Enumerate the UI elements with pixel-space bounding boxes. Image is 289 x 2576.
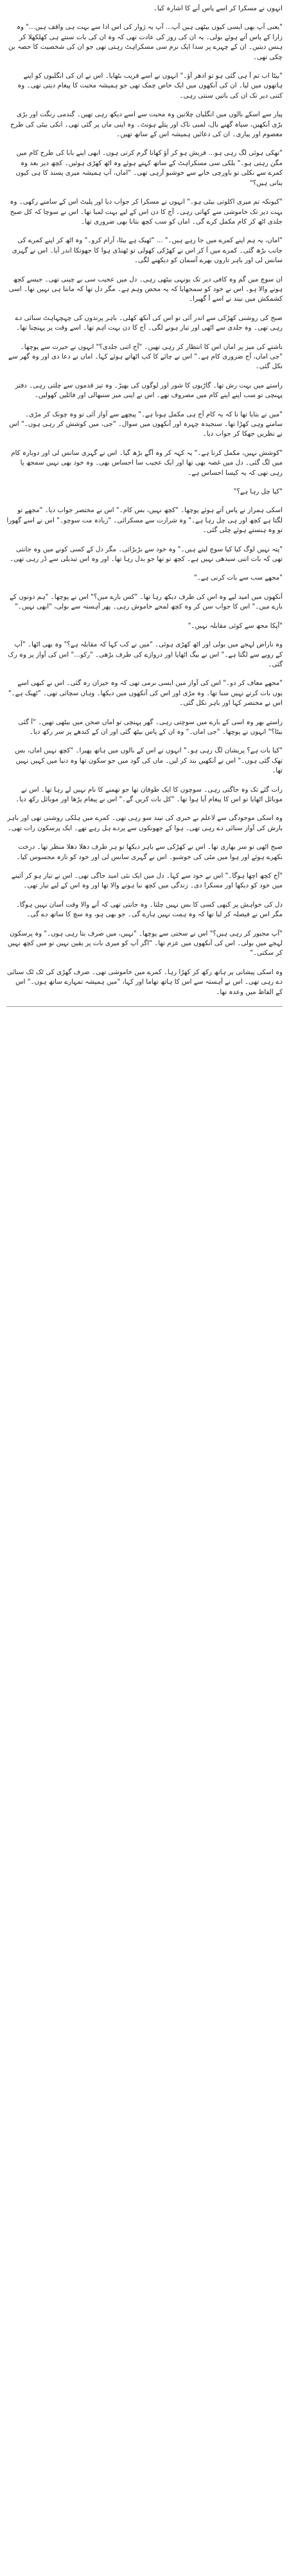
paragraph: "آپ مجبور کر رہی ہیں؟" اس نے سختی سے پوچھا۔ "نہیں، میں صرف بتا رہی ہوں۔" وہ پرسکون لہجے میں بولی۔ اس کی آنکھوں میں عزم تھا۔ "اگر آپ کو میری بات پر یقین نہیں تو میں کچھ نہیں کر سکتی۔" [7,929,283,957]
paragraph: "تھکی ہوئی لگ رہی ہو... فریش ہو کر آؤ کھانا گرم کرتی ہوں۔ ابھی اپنے بابا کی طرح کام میں مگن رہتی ہو۔" بلکی سی مسکراہٹ کے ساتھ کہتے ہوئے وہ اٹھ کھڑی ہوئیں۔ کچھ دیر بعد وہ کمرے سے نکلی تو باورچی خانے سے خوشبو آرہی تھی۔ "اماں، آپ ہمیشہ میری پسند کا ہی کیوں بناتی ہیں؟" [15,149,283,187]
paragraph: انہوں نے مسکرا کر اسے پاس آنے کا اشارہ کیا۔ [153,4,283,12]
paragraph: وہ اسکی پیشانی پر ہاتھ رکھ کر کھڑا رہا۔ کمرے میں خاموشی تھی۔ صرف گھڑی کی ٹک ٹک سنائی دے رہی تھی۔ اس نے آہستہ سے اس کا ہاتھ تھاما اور کہا، "میں ہمیشہ تمہارے ساتھ ہوں۔" اس کے الفاظ میں وعدہ تھا۔ [6,968,283,996]
paragraph: "کیونکہ تم میری اکلوتی بیٹی ہو۔" انہوں نے مسکرا کر جواب دیا اور پلیٹ اس کے سامنے رکھی۔ وہ بہت دیر تک خاموشی سے کھاتی رہی۔ آج کا دن اس کے لیے بہت لمبا تھا۔ اس نے سوچا کہ کل صبح جلدی اٹھ کر کام مکمل کرے گی۔ اماں کو سب کچھ بتانا بھی ضروری تھا۔ [10,198,283,226]
paragraph: اسکی ہمراز نے پاس آتے ہوئے پوچھا۔ "کچھ نہیں، بس کام۔" اس نے مختصر جواب دیا۔ "مجھے تو لگتا ہے کچھ اور ہی چل رہا ہے۔" وہ شرارت سے مسکرائی۔ "زیادہ مت سوچو۔" اس نے اسے گھورا تو وہ ہنستے ہوئے چلی گئی۔ [6,506,283,535]
paragraph: ان سوچ میں گم وہ کافی دیر تک یونہی بیٹھی رہی۔ دل میں عجیب سی بے چینی تھی۔ جیسے کچھ ہونے والا ہو۔ اس نے خود کو سمجھایا کہ یہ محض وہم ہے۔ مگر دل تھا کہ مانتا ہی نہیں تھا۔ اسی کشمکش میں نیند نے اسے آ گھیرا۔ [8,275,283,303]
paragraph: "یعنی آپ بھی ایسی کیوں بیٹھی ہیں آپ... آپ یہ ژوار کی اس ادا سے بہت ہی واقف ہیں..." وہ زارا کے پاس آتے ہوئے بولی۔ یہ ان کی روز کی عادت تھی کہ وہ ان کی بات سنتے ہی کھلکھلا کر ہنس دیتیں۔ ان کے چہرے پر سدا ایک نرم سی مسکراہٹ رہتی تھی جو ان کی شخصیت کا حصہ بن چکی تھی۔ [8,23,283,61]
paragraph: راستے بھر وہ اسی کے بارے میں سوچتی رہی۔ گھر پہنچی تو اماں صحن میں بیٹھی تھیں۔ "آ گئی بیٹا؟" انہوں نے پوچھا۔ "جی اماں۔" وہ ان کے پاس بیٹھ گئی اور ان کے کندھے پر سر رکھ دیا۔ [18,718,283,736]
paragraph: "مجھے سب سے بات کرنی ہے۔" [193,574,283,582]
paragraph: پیار سے اسکے بالوں میں انگلیاں چلاتیں وہ محبت سے اسے دیکھ رہی تھیں۔ گندمی رنگت اور بڑی بڑی آنکھیں، سیاہ گھنے بال، لمبی ناک اور پتلے ہونٹ۔ وہ اپنی ماں پر گئی تھی۔ انکی بیٹی کی طرح معصوم اور پیاری۔ ان کی دعائیں ہمیشہ اس کے ساتھ تھیں۔ [10,111,283,139]
paragraph: "کیا بات ہے؟ پریشان لگ رہی ہو۔" انہوں نے اس کے بالوں میں ہاتھ پھیرا۔ "کچھ نہیں اماں، بس تھک گئی ہوں۔" اس نے آنکھیں بند کر لیں۔ ماں کی گود میں جو سکون تھا وہ دنیا میں کہیں نہیں تھا۔ [15,747,283,775]
paragraph: "میں نے بتایا تھا نا کہ یہ کام آج ہی مکمل ہونا ہے۔" پیچھے سے آواز آئی تو وہ چونک کر مڑی۔ سامنے وہی کھڑا تھا۔ سنجیدہ چہرہ اور آنکھوں میں سوال۔ "جی، میں کوشش کر رہی ہوں۔" اس نے نظریں جھکا کر جواب دیا۔ [9,410,283,438]
paragraph: "اماں، یہ ہم اپنے کمرے میں جا رہے ہیں۔" ... "ٹھیک ہے بیٹا، آرام کرو۔" وہ اٹھ کر اپنے کمرے کی جانب بڑھ گئی۔ کمرے میں آ کر اس نے کھڑکی کھولی تو ٹھنڈی ہوا کا جھونکا اندر آیا۔ اس نے گہری سانس لی اور باہر تاروں بھرے آسمان کو دیکھنے لگی۔ [12,236,283,265]
paragraph: وہ ناراض لہجے میں بولی اور اٹھ کھڑی ہوئی۔ "میں نے کب کہا کہ مقابلہ ہے؟" وہ بھی اٹھا۔ "آپ کے رویے سے لگتا ہے۔" اس نے بیگ اٹھایا اور دروازے کی طرف بڑھی۔ "رکو..." اس کی آواز پر وہ رک گئی۔ [8,641,283,668]
paragraph: ناشتے کی میز پر اماں اس کا انتظار کر رہی تھیں۔ "آج اتنی جلدی؟" انہوں نے حیرت سے پوچھا۔ "جی اماں، آج ضروری کام ہے۔" اس نے چائے کا کپ اٹھاتے ہوئے کہا۔ اماں نے دعا دی اور وہ گھر سے نکل گئی۔ [8,342,283,371]
paragraph: "بیٹا اب تم آ ہی گئی ہو تو ادھر آؤ۔" انہوں نے اسے قریب بٹھایا۔ اس نے ان کی انگلیوں کو اپنے ہاتھوں میں لیا۔ ان کی آنکھوں میں ایک خاص چمک تھی جو ہمیشہ محبت کا پیغام دیتی تھی۔ وہ کتنی دیر تک ان کی باتیں سنتی رہی۔ [17,72,283,100]
paragraph: "آج کچھ اچھا ہوگا۔" اس نے خود سے کہا۔ دل میں ایک نئی امید جاگی تھی۔ اس نے تیار ہو کر آئینے میں خود کو دیکھا اور مسکرا دی۔ زندگی میں کچھ نیا ہونے والا تھا اور وہ اس کے لیے تیار تھی۔ [11,872,283,890]
paragraph: رات گئے تک وہ جاگتی رہی۔ سوچوں کا ایک طوفان تھا جو تھمنے کا نام نہیں لے رہا تھا۔ اس نے موبائل اٹھایا تو اس کا پیغام آیا ہوا تھا۔ "کل بات کریں گے۔" اس نے پیغام پڑھا اور موبائل رکھ دیا۔ [15,785,283,803]
paragraph: "کوشش نہیں، مکمل کرنا ہے۔" یہ کہہ کر وہ آگے بڑھ گیا۔ اس نے گہری سانس لی اور دوبارہ کام میں لگ گئی۔ دل میں غصہ بھی تھا اور ایک عجیب سا احساس بھی۔ وہ خود بھی نہیں سمجھ پا رہی تھی کہ یہ کیسا احساس ہے۔ [11,449,283,477]
paragraph: دل کی خواہش پر کبھی کسی کا بس نہیں چلتا۔ وہ جانتی تھی کہ آنے والا وقت آسان نہیں ہوگا۔ مگر اس نے فیصلہ کر لیا تھا کہ وہ ہمت نہیں ہارے گی۔ جو بھی ہو، وہ سچ کا ساتھ دے گی۔ [15,900,283,919]
paragraph: "آپکا مجھ سے کوئی مقابلہ نہیں۔" [188,621,283,630]
bottom-divider [6,1006,283,1007]
paragraph: صبح کی روشنی کھڑکی سے اندر آئی تو اس کی آنکھ کھلی۔ باہر پرندوں کی چہچہاہٹ سنائی دے رہی تھی۔ وہ جلدی سے اٹھی اور تیار ہونے لگی۔ آج کا دن بہت اہم تھا۔ اسے وقت پر پہنچنا تھا۔ [15,314,283,332]
paragraph: "مجھے معاف کر دو۔" اس کی آواز میں ایسی نرمی تھی کہ وہ حیران رہ گئی۔ اس نے کبھی اسے یوں بات کرتے نہیں سنا تھا۔ وہ مڑی اور اس کی آنکھوں میں دیکھا۔ وہاں سچائی تھی۔ "ٹھیک ہے۔" اس نے مختصر کہا اور باہر نکل گئی۔ [8,679,283,707]
paragraph: راستے میں بہت رش تھا۔ گاڑیوں کا شور اور لوگوں کی بھیڑ۔ وہ تیز قدموں سے چلتی رہی۔ دفتر پہنچی تو سب اپنے اپنے کام میں مصروف تھے۔ اس نے اپنی میز سنبھالی اور فائلیں کھولیں۔ [15,381,283,400]
paragraph: "کیا چل رہا ہے؟" [233,488,283,496]
paragraph: وہ اسکی موجودگی سے لاعلم بے خبری کی نیند سو رہی تھی۔ کمرے میں ہلکی روشنی تھی اور باہر بارش کی آواز سنائی دے رہی تھی۔ ہوا کے جھونکوں سے پردے ہل رہے تھے۔ ایک پرسکون رات تھی۔ [7,814,283,832]
paragraph: "پتہ نہیں لوگ کیا کیا سوچ لیتے ہیں۔" وہ خود سے بڑبڑائی۔ مگر دل کے کسی کونے میں وہ جانتی تھی کہ بات اتنی سیدھی نہیں ہے۔ کچھ تو تھا جو بدل رہا تھا۔ اور وہ اس تبدیلی سے ڈر رہی تھی۔ [10,545,283,564]
paragraph: صبح اٹھی تو سر بھاری تھا۔ اس نے کھڑکی سے باہر دیکھا تو ہر طرف دھلا دھلا منظر تھا۔ درخت نکھرے ہوئے اور ہوا میں مٹی کی خوشبو۔ اس نے گہری سانس لی اور خود کو تازہ محسوس کیا۔ [16,843,283,861]
paragraph: آنکھوں میں امید لیے وہ اس کی طرف دیکھ رہا تھا۔ "کس بارے میں؟" اس نے پوچھا۔ "ہم دونوں کے بارے میں۔" اس کا جواب سن کر وہ کچھ لمحے خاموش رہی۔ پھر آہستہ سے بولی، "ابھی نہیں۔" [10,592,283,611]
